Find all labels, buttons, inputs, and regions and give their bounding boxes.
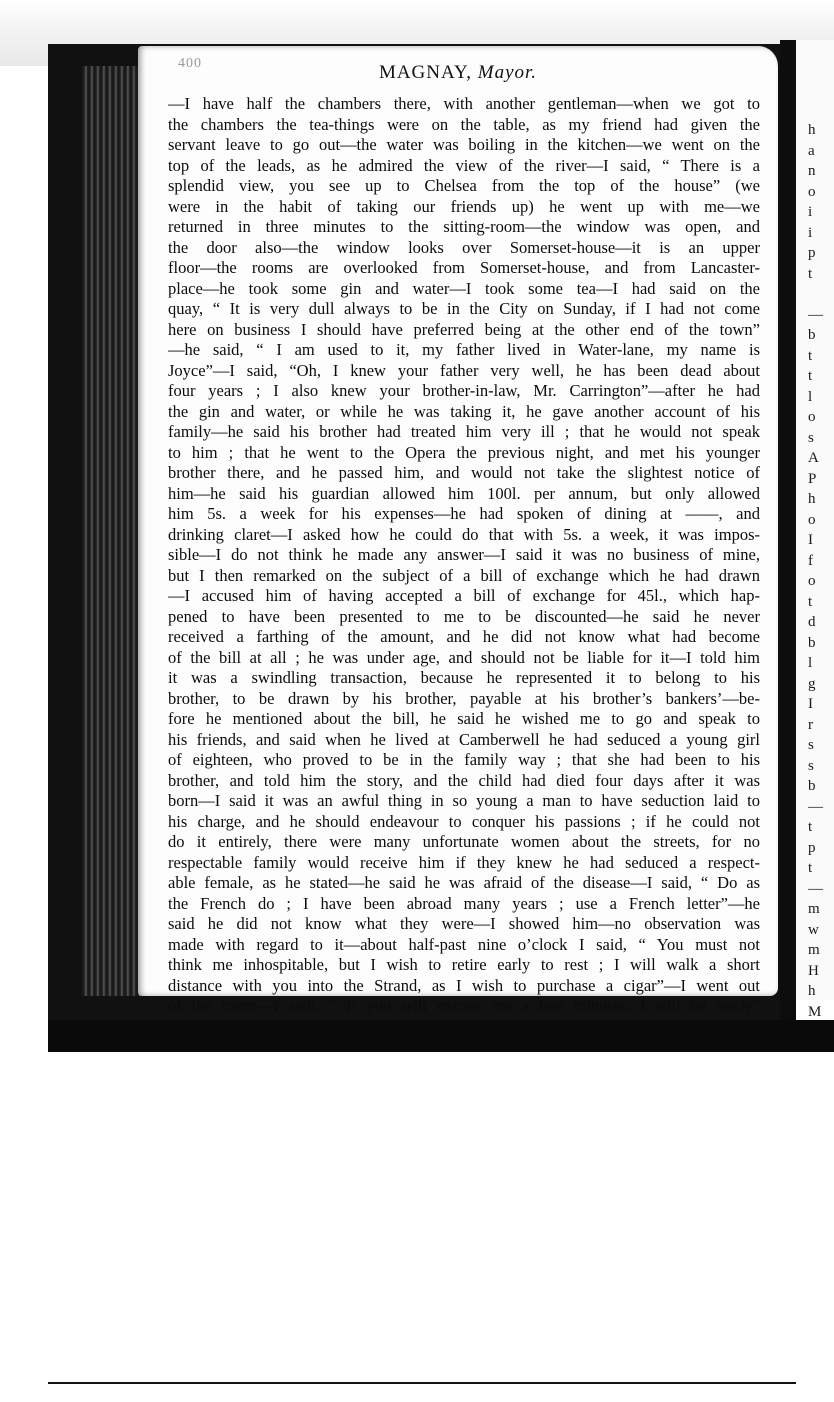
facing-page-fragment: I	[808, 696, 813, 712]
facing-page-fragment: —	[808, 880, 823, 897]
text-line: brother, to be drawn by his brother, payable at his brother’s bankers’—be-	[168, 688, 760, 708]
text-line: —he said, “ I am used to it, my father lived in Water-lane, my name is	[168, 340, 760, 359]
gutter-shadow	[780, 40, 796, 1020]
text-line: do it entirely, there were many unfortunate women about the streets, for no	[168, 832, 760, 851]
text-line: brother there, and he passed him, and would not take the slightest notice of	[168, 463, 760, 482]
facing-page-fragment: l	[808, 388, 813, 405]
running-head	[138, 62, 778, 84]
text-line: here on business I should have preferred being at the other end of the town”	[168, 319, 760, 339]
text-line: of eighteen, who proved to be in the family way ; that she had been to his	[168, 750, 760, 769]
text-line: brother, and told him the story, and the child had died four days after it was	[168, 770, 760, 790]
facing-page-fragment: t	[808, 368, 813, 384]
running-head-title: Mayor.	[477, 62, 538, 83]
text-line: his friends, and said when he lived at Camberwell he had seduced a young girl	[168, 729, 760, 749]
text-line: his charge, and he should endeavour to conquer his passions ; if he could not	[168, 811, 760, 831]
book-page	[138, 46, 778, 1015]
text-line: him—he said his guardian allowed him 100l. per annum, but only allowed	[168, 483, 760, 503]
text-line: quay, “ It is very dull always to be in the City on Sunday, if I had not come	[168, 299, 760, 318]
page-number: 400	[178, 56, 202, 71]
facing-page-fragment: b	[808, 634, 816, 651]
text-line: think me inhospitable, but I wish to retire early to rest ; I will walk a short	[168, 955, 760, 974]
facing-page-fragment: r	[808, 716, 813, 733]
facing-page-fragment: t	[808, 593, 813, 610]
text-line: said he did not know what they were—I showed him—no observation was	[168, 914, 760, 933]
facing-page-fragment: M	[808, 1003, 822, 1020]
facing-page-fragment	[808, 284, 834, 305]
facing-page-fragment: t	[808, 860, 813, 876]
facing-page-fragment: t	[808, 265, 813, 282]
facing-page-fragment: —	[808, 798, 823, 815]
text-line: of the room—I said, “ If you will excuse me a few minutes, I will be ready”	[168, 996, 760, 1015]
text-line: to him ; that he went to the Opera the previous night, and met his younger	[168, 442, 760, 462]
facing-page-fragment: n	[808, 163, 816, 179]
scan-bottom-margin	[48, 1052, 834, 1382]
text-line: returned in three minutes to the sitting-room—the window was open, and	[168, 217, 760, 236]
facing-page-fragment: b	[808, 327, 816, 343]
facing-page-fragment: w	[808, 921, 819, 938]
facing-page-fragment: h	[808, 491, 816, 507]
text-line: made with regard to it—about half-past nine o’clock I said, “ You must not	[168, 934, 760, 954]
facing-page-fragment: l	[808, 655, 813, 671]
text-line: servant leave to go out—the water was boiling in the kitchen—we went on the	[168, 135, 760, 154]
facing-page-fragment: p	[808, 245, 816, 261]
facing-page-fragment: o	[808, 511, 816, 528]
text-line: family—he said his brother had treated him very ill ; that he would not speak	[168, 422, 760, 441]
facing-page-fragment: P	[808, 470, 817, 487]
text-line: him 5s. a week for his expenses—he had spoken of dining at ——, and	[168, 504, 760, 523]
facing-page-fragment: h	[808, 122, 816, 138]
scan-left-margin	[0, 66, 48, 1356]
facing-page-fragment: a	[808, 142, 815, 159]
text-line: received a farthing of the amount, and he did not know what had become	[168, 627, 760, 646]
text-line: four years ; I also knew your brother-in-law, Mr. Carrington”—after he had	[168, 381, 760, 400]
text-line: fore he mentioned about the bill, he said he wished me to go and speak to	[168, 709, 760, 728]
text-line: respectable family would receive him if they knew he had seduced a respect-	[168, 852, 760, 872]
text-line: drinking claret—I asked how he could do that with 5s. a week, it was impos-	[168, 524, 760, 544]
text-line: —I accused him of having accepted a bill of exchange for 45l., which hap-	[168, 586, 760, 605]
facing-page-fragment: —	[808, 306, 823, 323]
text-line: distance with you into the Strand, as I wish to purchase a cigar”—I went out	[168, 975, 760, 995]
text-line: place—he took some gin and water—I took some tea—I had said on the	[168, 278, 760, 298]
facing-page-fragment: b	[808, 778, 816, 794]
text-line: but I then remarked on the subject of a bill of exchange which he had drawn	[168, 565, 760, 585]
facing-page-fragment: o	[808, 573, 816, 589]
text-line: of the bill at all ; he was under age, and should not be liable for it—I told him	[168, 647, 760, 667]
facing-page-fragment: g	[808, 675, 816, 692]
text-line: Joyce”—I said, “Oh, I knew your father very well, he has been dead about	[168, 360, 760, 380]
facing-page-fragment: p	[808, 839, 816, 856]
facing-page-fragment: o	[808, 409, 816, 425]
text-line: floor—the rooms are overlooked from Somerset-house, and from Lancaster-	[168, 258, 760, 277]
text-line: sible—I do not think he made any answer—I said it was no business of mine,	[168, 545, 760, 564]
text-line: born—I said it was an awful thing in so young a man to have seduction laid to	[168, 791, 760, 810]
text-line: the gin and water, or while he was taking it, he gave another account of his	[168, 401, 760, 421]
text-line: top of the leads, as he admired the view of the river—I said, “ There is a	[168, 155, 760, 175]
facing-page-fragment: s	[808, 429, 814, 446]
text-line: able female, as he stated—he said he was afraid of the disease—I said, “ Do as	[168, 873, 760, 892]
text-line: the French do ; I have been abroad many years ; use a French letter”—he	[168, 893, 760, 913]
facing-page-fragment: f	[808, 552, 813, 569]
facing-page-fragment: A	[808, 450, 819, 466]
facing-page-fragment: H	[808, 962, 819, 979]
page-edges	[82, 66, 142, 996]
facing-page-fragment: d	[808, 614, 816, 630]
facing-page-fragment: s	[808, 757, 814, 774]
facing-page-fragment: o	[808, 183, 816, 200]
text-line: —I have half the chambers there, with another gentleman—when we got to	[168, 94, 760, 113]
text-line: it was a swindling transaction, because he represented it to belong to his	[168, 668, 760, 687]
running-head-name: MAGNAY,	[378, 62, 472, 83]
book-bottom-edge	[48, 1020, 834, 1052]
facing-page-fragment: m	[808, 942, 820, 958]
facing-page-fragment: s	[808, 737, 814, 753]
facing-page-fragment: t	[808, 347, 813, 364]
facing-page-fragment: t	[808, 819, 813, 835]
text-line: the door also—the window looks over Somerset-house—it is an upper	[168, 237, 760, 257]
facing-page-fragment: m	[808, 901, 820, 917]
text-line: splendid view, you see up to Chelsea from the top of the house” (we	[168, 176, 760, 195]
facing-page-fragment: i	[808, 204, 813, 220]
text-line: pened to have been presented to me to be discounted—he said he never	[168, 606, 760, 626]
facing-page-fragment: I	[808, 532, 813, 548]
facing-page-fragment: h	[808, 983, 816, 999]
facing-page-fragment: i	[808, 224, 813, 241]
text-line: were in the habit of taking our friends up) he went up with me—we	[168, 196, 760, 216]
text-line: the chambers the tea-things were on the table, as my friend had given the	[168, 114, 760, 134]
